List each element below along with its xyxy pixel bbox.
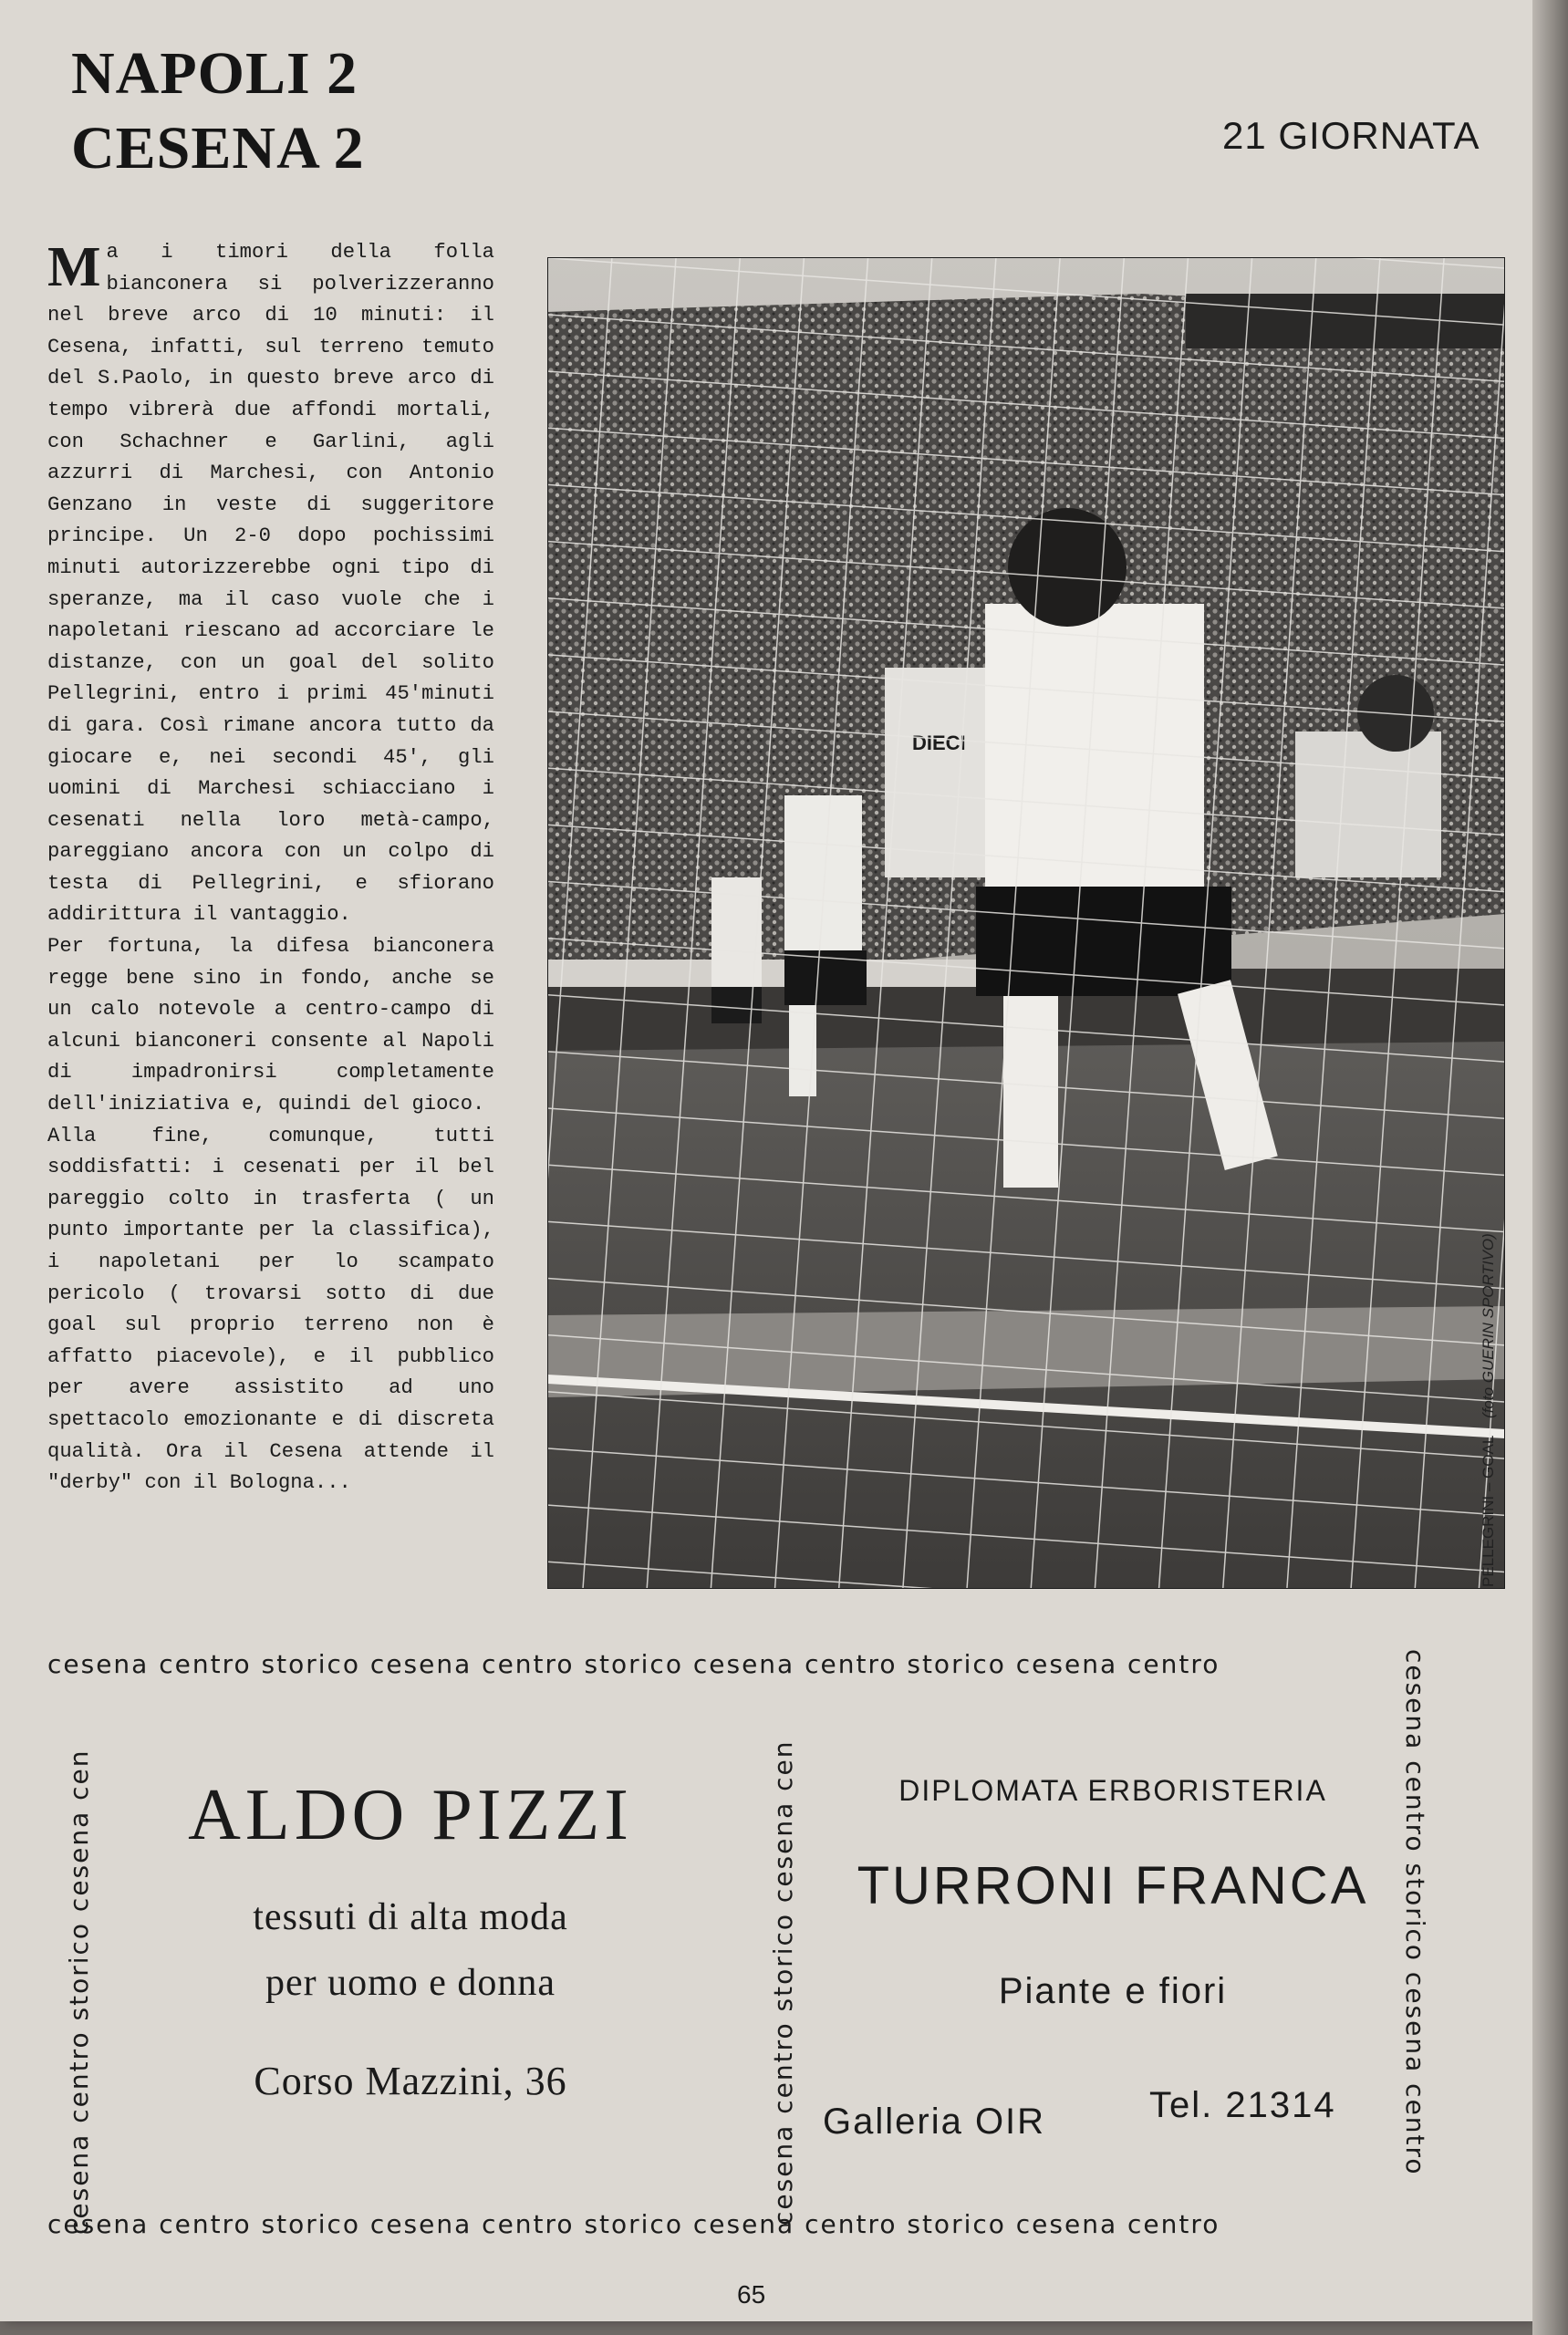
drop-cap: M (47, 236, 101, 298)
ad-left-line2: per uomo e donna (265, 1962, 556, 2004)
article-paragraph-2: Per fortuna, la difesa bianconera regge bene sino in fondo, anche se un calo notevole a centro-campo di alcuni bianconeri consente al Napoli di impadronirsi completamente dell'iniziativa e, quindi del gioco. (47, 935, 494, 1116)
photo-goal-net (547, 257, 1505, 1589)
photo-source: (foto GUERIN SPORTIVO) (1480, 1233, 1497, 1418)
ad-border-right: cesena centro storico cesena centro (1400, 1649, 1430, 2176)
ad-left-line1: tessuti di alta moda (253, 1896, 568, 1938)
ad-left-address: Corso Mazzini, 36 (254, 2059, 567, 2103)
photo-caption: PELLEGRINI – GOAL (1480, 1435, 1497, 1587)
ad-right-phone: Tel. 21314 (1149, 2085, 1336, 2125)
match-photo (547, 257, 1505, 1589)
ad-aldo-pizzi (109, 1769, 711, 2104)
ad-right-location: Galleria OIR (823, 2102, 1046, 2142)
round-label: 21 GIORNATA (1222, 114, 1480, 157)
ad-turroni-franca (803, 1774, 1423, 2140)
ad-right-contact (803, 2085, 1423, 2140)
article-paragraph-1: a i timori della folla bianconera si polverizzeranno nel breve arco di 10 minuti: il Cesena, infatti, sul terreno temuto del S.Paolo, in questo breve arco di tempo vibrerà due affondi mortali, con Schachner e Garlini, agli azzurri di Marchesi, con Antonio Genzano in veste di suggeritore principe. Un 2-0 dopo pochissimi minuti autorizzerebbe ogni tipo di speranze, ma il caso vuole che i napoletani riescano ad accorciare le distanze, con un goal del solito Pellegrini, entro i primi 45'minuti di gara. Così rimane ancora tutto da giocare e, nei secondi 45', gli uomini di Marchesi schiacciano i cesenati nella loro metà-campo, pareggiano ancora con un colpo di testa di Pellegrini, e sfiorano addirittura il vantaggio. (47, 241, 494, 927)
ad-border-middle: cesena centro storico cesena cen (768, 1739, 798, 2226)
ad-border-top: cesena centro storico cesena centro storico cesena centro storico cesena centro (47, 1649, 1220, 1679)
photo-credit (1480, 1233, 1498, 1587)
ad-border-left: cesena centro storico cesena cen (64, 1749, 94, 2235)
title-home-team: NAPOLI 2 (71, 40, 358, 107)
title-away-team: CESENA 2 (71, 115, 365, 182)
match-report (47, 237, 494, 1500)
page-number: 65 (737, 2280, 766, 2309)
article-paragraph-3: Alla fine, comunque, tutti soddisfatti: i cesenati per il bel pareggio colto in trasferta ( un punto importante per la classifica), i napoletani per lo scampato pericolo ( trovarsi sotto di due goal sul proprio terreno non è affatto piacevole), e il pubblico per avere assistito ad uno spettacolo emozionante e di discreta qualità. Ora il Cesena attende il "derby" con il Bologna... (47, 1124, 494, 1495)
ad-right-heading: DIPLOMATA ERBORISTERIA (898, 1774, 1327, 1807)
match-title (71, 36, 365, 186)
ad-right-tagline: Piante e fiori (998, 1971, 1228, 2011)
article-paragraph (47, 237, 494, 931)
ad-left-name: ALDO PIZZI (188, 1775, 633, 1855)
ad-border-bottom: cesena centro storico cesena centro storico cesena centro storico cesena centro (47, 2209, 1220, 2239)
page-edge-shadow (1532, 0, 1568, 2335)
ad-right-name: TURRONI FRANCA (857, 1856, 1369, 1915)
